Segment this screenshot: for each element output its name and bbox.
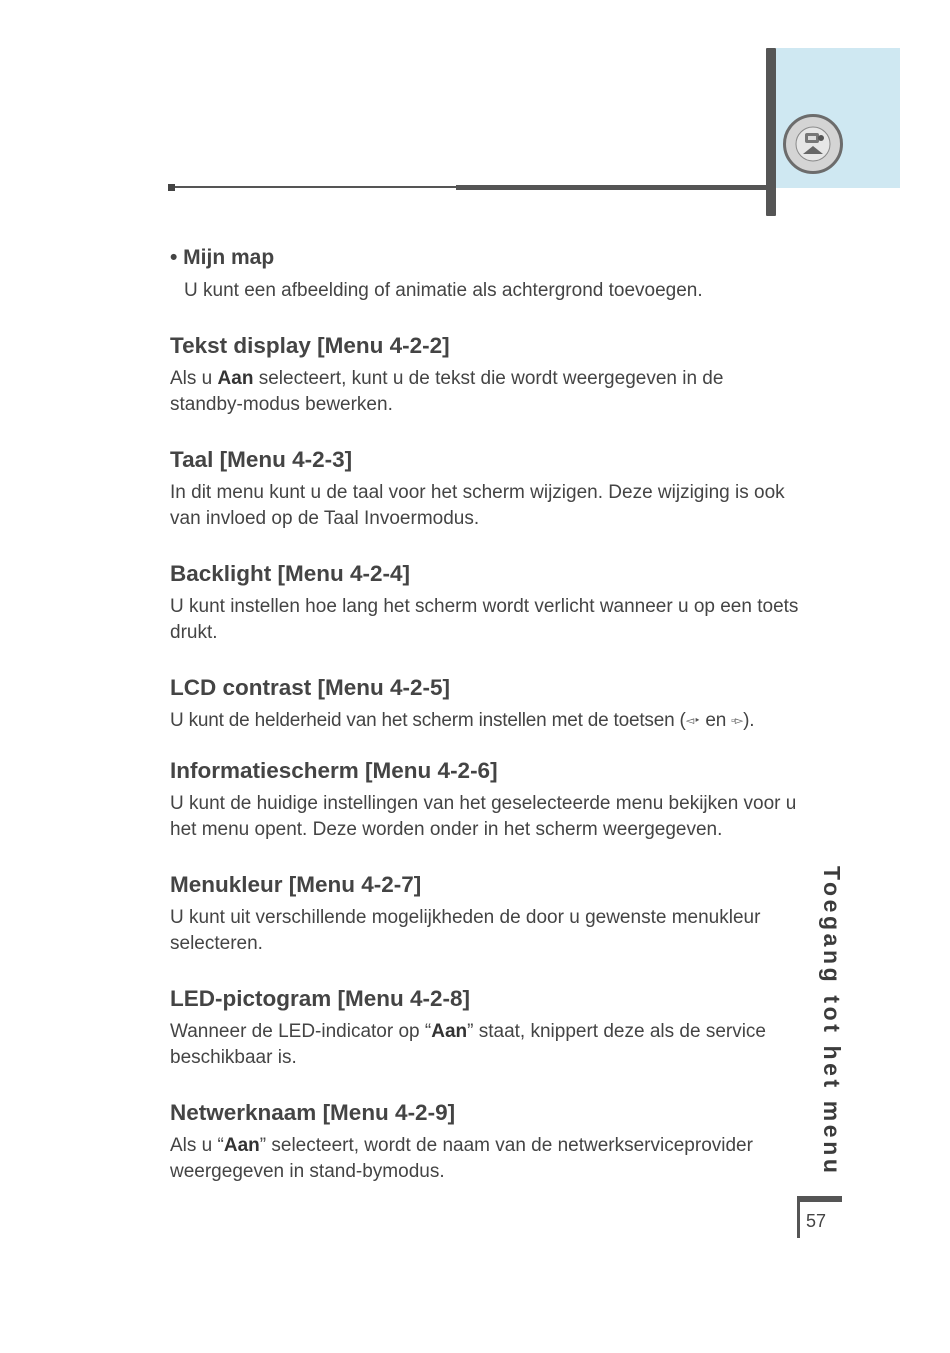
section-title: LCD contrast [Menu 4-2-5]: [170, 675, 451, 700]
volume-up-key-icon: ◅‣: [685, 715, 701, 727]
page-number: 57: [806, 1211, 827, 1231]
section-led-pictogram: [170, 984, 800, 1071]
section-tekst-display: [170, 331, 800, 418]
page-number-rule-vertical: [797, 1196, 800, 1238]
page-number-rule: [797, 1196, 842, 1202]
section-informatiescherm: [170, 756, 800, 843]
section-body: Als u “Aan” selecteert, wordt de naam van de netwerkserviceprovider weergegeven in stand-bymodus.: [170, 1135, 753, 1182]
bullet-title: • Mijn map: [170, 246, 275, 269]
section-title: Tekst display [Menu 4-2-2]: [170, 333, 450, 358]
section-body: Wanneer de LED-indicator op “Aan” staat, knippert deze als de service beschikbaar is.: [170, 1021, 766, 1068]
page-content: [170, 244, 800, 1185]
header-rule: [168, 185, 768, 190]
header-vertical-rule: [766, 48, 776, 216]
section-body: In dit menu kunt u de taal voor het scherm wijzigen. Deze wijziging is ook van invloed op de Taal Invoermodus.: [170, 482, 785, 529]
section-lcd-contrast: [170, 673, 800, 734]
section-body: U kunt instellen hoe lang het scherm wordt verlicht wanneer u op een toets drukt.: [170, 596, 799, 643]
section-title: Menukleur [Menu 4-2-7]: [170, 872, 422, 897]
volume-down-key-icon: ▫▻: [731, 715, 744, 727]
section-backlight: [170, 559, 800, 646]
section-title: LED-pictogram [Menu 4-2-8]: [170, 986, 471, 1011]
section-title: Netwerknaam [Menu 4-2-9]: [170, 1100, 456, 1125]
section-menukleur: [170, 870, 800, 957]
section-body: U kunt uit verschillende mogelijkheden de door u gewenste menukleur selecteren.: [170, 907, 761, 954]
section-title: Taal [Menu 4-2-3]: [170, 447, 353, 472]
section-body: Als u Aan selecteert, kunt u de tekst die wordt weergegeven in de standby-modus bewerken.: [170, 368, 724, 415]
section-title: Informatiescherm [Menu 4-2-6]: [170, 758, 498, 783]
section-title: Backlight [Menu 4-2-4]: [170, 561, 411, 586]
settings-badge-icon: [783, 114, 843, 174]
chapter-side-label: Toegang tot het menu: [819, 866, 845, 1177]
section-taal: [170, 445, 800, 532]
bullet-body: U kunt een afbeelding of animatie als achtergrond toevoegen.: [184, 280, 703, 301]
section-body: U kunt de helderheid van het scherm instellen met de toetsen (◅‣ en ▫▻).: [170, 710, 755, 731]
section-netwerknaam: [170, 1098, 800, 1185]
section-body: U kunt de huidige instellingen van het geselecteerde menu bekijken voor u het menu opent. Deze worden onder in het scherm weergegeven.: [170, 793, 797, 840]
bullet-mijn-map: [170, 244, 800, 304]
